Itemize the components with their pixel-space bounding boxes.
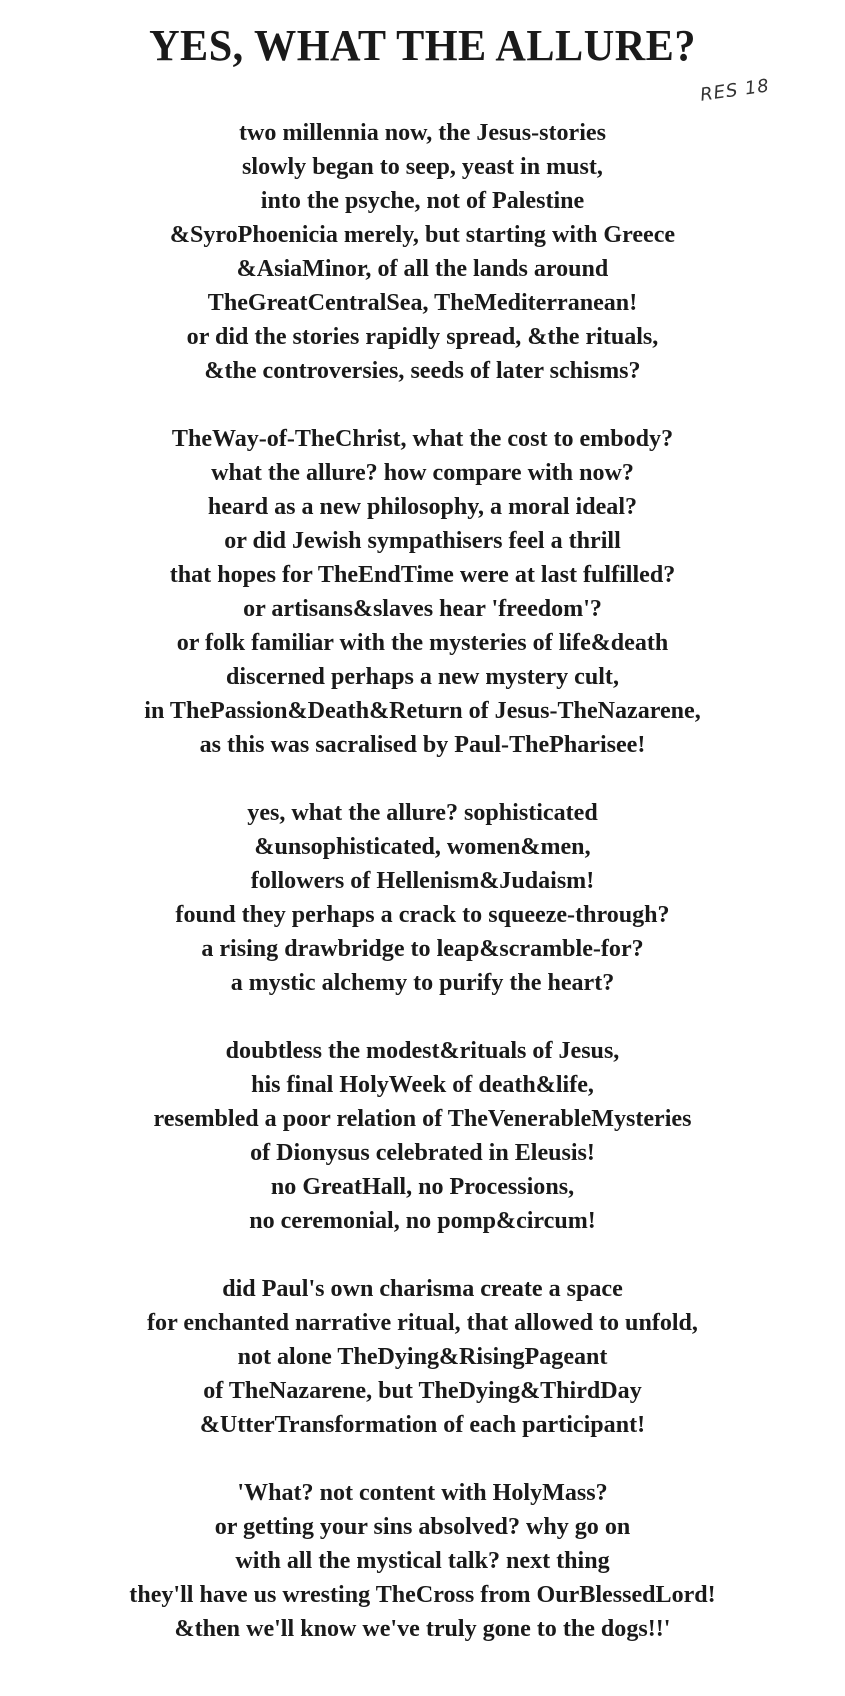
stanza-6 xyxy=(0,1476,845,1646)
poem-line: as this was sacralised by Paul-ThePharisee! xyxy=(199,731,646,758)
poem-line: that hopes for TheEndTime were at last fulfilled? xyxy=(169,561,676,588)
stanza-1 xyxy=(0,116,845,388)
poem-line: &SyroPhoenicia merely, but starting with Greece xyxy=(169,221,676,248)
stanza-gap xyxy=(0,762,845,796)
poem-line: or did Jewish sympathisers feel a thrill xyxy=(224,527,621,554)
poem-line: or did the stories rapidly spread, &the rituals, xyxy=(186,323,659,350)
poem-line: &UtterTransformation of each participant! xyxy=(199,1411,646,1438)
poem-line: no ceremonial, no pomp&circum! xyxy=(249,1207,596,1234)
handwritten-initials: RES 18 xyxy=(698,75,772,106)
stanza-2 xyxy=(0,422,845,762)
poem-line: a mystic alchemy to purify the heart? xyxy=(230,969,615,996)
poem-line: &the controversies, seeds of later schisms? xyxy=(204,357,641,384)
poem-line: &unsophisticated, women&men, xyxy=(254,833,591,860)
stanza-3 xyxy=(0,796,845,1000)
poem-line: slowly began to seep, yeast in must, xyxy=(242,153,603,180)
poem-line: what the allure? how compare with now? xyxy=(211,459,634,486)
poem-line: discerned perhaps a new mystery cult, xyxy=(226,663,619,690)
poem-line: in ThePassion&Death&Return of Jesus-TheNazarene, xyxy=(144,697,701,724)
poem-line: TheWay-of-TheChrist, what the cost to embody? xyxy=(171,425,674,452)
stanza-gap xyxy=(0,1238,845,1272)
poem-line: TheGreatCentralSea, TheMediterranean! xyxy=(207,289,638,316)
poem-line: into the psyche, not of Palestine xyxy=(260,187,585,214)
poem-line: or folk familiar with the mysteries of life&death xyxy=(176,629,669,656)
poem-line: for enchanted narrative ritual, that allowed to unfold, xyxy=(147,1309,698,1336)
poem-line: yes, what the allure? sophisticated xyxy=(247,799,598,826)
stanza-gap xyxy=(0,388,845,422)
stanza-4 xyxy=(0,1034,845,1238)
stanza-gap xyxy=(0,1000,845,1034)
stanza-gap xyxy=(0,1442,845,1476)
poem-line: followers of Hellenism&Judaism! xyxy=(250,867,595,894)
poem-line: with all the mystical talk? next thing xyxy=(235,1547,610,1574)
poem-line: two millennia now, the Jesus-stories xyxy=(239,119,606,146)
poem-title: YES, WHAT THE ALLURE? xyxy=(149,21,696,70)
poem-line: found they perhaps a crack to squeeze-through? xyxy=(175,901,670,928)
poem-line: resembled a poor relation of TheVenerableMysteries xyxy=(153,1105,692,1132)
stanza-5 xyxy=(0,1272,845,1442)
poem-line: 'What? not content with HolyMass? xyxy=(237,1479,608,1506)
poem-line: heard as a new philosophy, a moral ideal? xyxy=(207,493,638,520)
poem-line: no GreatHall, no Processions, xyxy=(270,1173,575,1200)
poem-line: of TheNazarene, but TheDying&ThirdDay xyxy=(203,1377,642,1404)
poem-line: &AsiaMinor, of all the lands around xyxy=(236,255,609,282)
poem-line: doubtless the modest&rituals of Jesus, xyxy=(225,1037,620,1064)
poem-line: did Paul's own charisma create a space xyxy=(222,1275,623,1302)
poem-line: they'll have us wresting TheCross from OurBlessedLord! xyxy=(129,1581,716,1608)
poem-line: of Dionysus celebrated in Eleusis! xyxy=(250,1139,595,1166)
poem-line: or artisans&slaves hear 'freedom'? xyxy=(243,595,602,622)
poem-line: or getting your sins absolved? why go on xyxy=(214,1513,631,1540)
poem-line: his final HolyWeek of death&life, xyxy=(251,1071,594,1098)
poem-line: not alone TheDying&RisingPageant xyxy=(237,1343,608,1370)
poem-line: a rising drawbridge to leap&scramble-for? xyxy=(201,935,644,962)
poem-line: &then we'll know we've truly gone to the dogs!!' xyxy=(174,1615,671,1642)
